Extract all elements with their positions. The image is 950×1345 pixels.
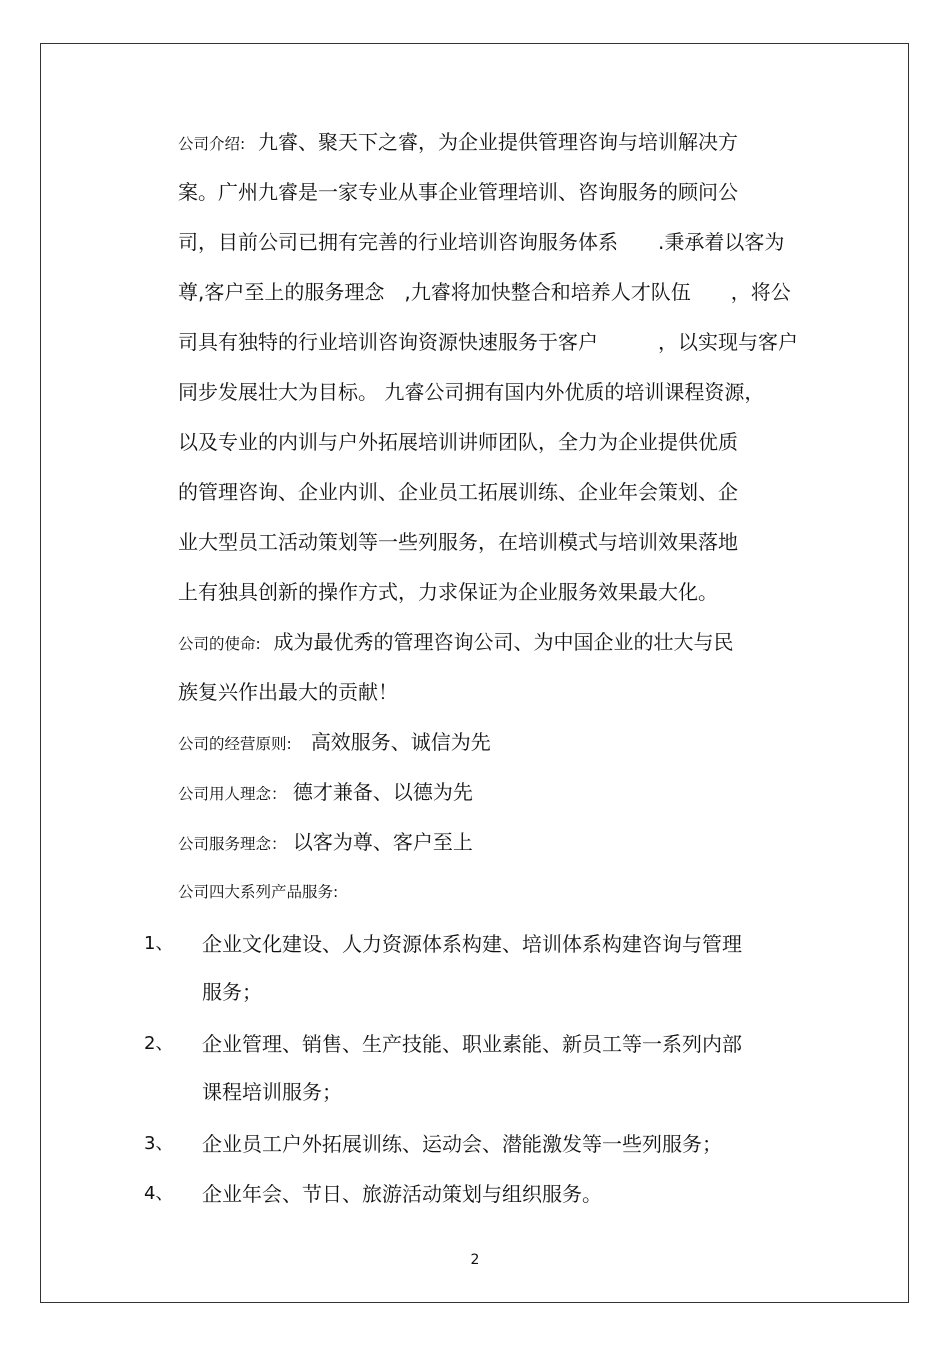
hr-concept-label: 公司用人理念： <box>178 785 287 803</box>
product-1-line-1: 企业文化建设、人力资源体系构建、培训体系构建咨询与管理 <box>202 932 742 956</box>
page-number: 2 <box>470 1252 480 1268</box>
intro-line-1 <box>178 128 738 158</box>
products-heading <box>178 876 338 906</box>
product-4-line-1: 企业年会、节日、旅游活动策划与组织服务。 <box>202 1182 602 1206</box>
intro-line-5: 司具有独特的行业培训咨询资源快速服务于客户 ，以实现与客户 <box>178 330 798 354</box>
product-4-number: 4、 <box>144 1183 174 1204</box>
hr-concept-value: 德才兼备、以德为先 <box>292 780 473 804</box>
intro-line-2: 案。广州九睿是一家专业从事企业管理培训、咨询服务的顾问公 <box>178 180 738 204</box>
mission-line-2: 族复兴作出最大的贡献！ <box>178 680 398 704</box>
intro-line-8: 的管理咨询、企业内训、企业员工拓展训练、企业年会策划、企 <box>178 480 738 504</box>
intro-line-4: 尊,客户至上的服务理念 ,九睿将加快整合和培养人才队伍 ，将公 <box>178 280 791 304</box>
intro-line-10: 上有独具创新的操作方式，力求保证为企业服务效果最大化。 <box>178 580 718 604</box>
service-concept-label: 公司服务理念： <box>178 835 287 853</box>
service-concept-line <box>178 828 473 858</box>
mission-text: 成为最优秀的管理咨询公司、为中国企业的壮大与民 <box>273 630 734 654</box>
product-2-line-2: 课程培训服务； <box>202 1080 342 1104</box>
intro-label: 公司介绍: <box>178 135 246 153</box>
products-label: 公司四大系列产品服务: <box>178 883 339 901</box>
principle-value: 高效服务、诚信为先 <box>310 730 491 754</box>
product-1-line-2: 服务； <box>202 980 262 1004</box>
intro-text: 九睿、聚天下之睿，为企业提供管理咨询与培训解决方 <box>257 130 738 154</box>
intro-line-6: 同步发展壮大为目标。 九睿公司拥有国内外优质的培训课程资源， <box>178 380 765 404</box>
principle-line <box>178 728 491 758</box>
product-1-number: 1、 <box>144 933 174 954</box>
mission-line-1 <box>178 628 733 658</box>
intro-line-7: 以及专业的内训与户外拓展培训讲师团队，全力为企业提供优质 <box>178 430 738 454</box>
intro-line-3: 司，目前公司已拥有完善的行业培训咨询服务体系 .秉承着以客为 <box>178 230 785 254</box>
product-3-number: 3、 <box>144 1133 174 1154</box>
hr-concept-line <box>178 778 473 808</box>
mission-label: 公司的使命: <box>178 635 261 653</box>
product-2-line-1: 企业管理、销售、生产技能、职业素能、新员工等一系列内部 <box>202 1032 742 1056</box>
intro-line-9: 业大型员工活动策划等一些列服务，在培训模式与培训效果落地 <box>178 530 738 554</box>
service-concept-value: 以客为尊、客户至上 <box>292 830 473 854</box>
principle-label: 公司的经营原则: <box>178 735 292 753</box>
product-3-line-1: 企业员工户外拓展训练、运动会、潜能激发等一些列服务； <box>202 1132 722 1156</box>
product-2-number: 2、 <box>144 1033 174 1054</box>
